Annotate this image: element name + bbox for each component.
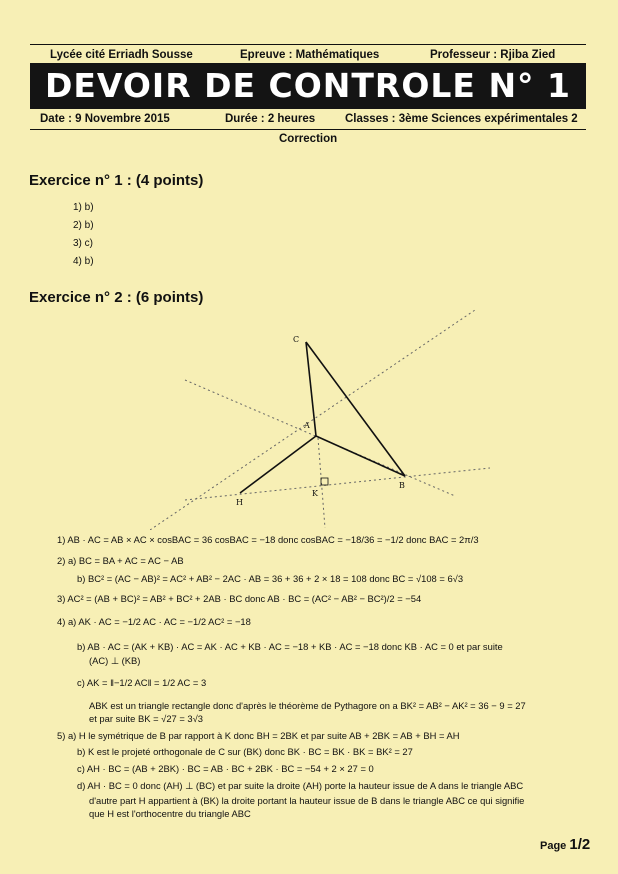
solution-line-14: d) AH · BC = 0 donc (AH) ⊥ (BC) et par suite la droite (AH) porte la hauteur issue de A dans le triangle ABC [77,780,524,791]
solution-line-1: 1) AB · AC = AB × AC × cosBAC = 36 cosBAC = −18 donc cosBAC = −18/36 = −1/2 donc BAC = 2π/3 [57,534,479,545]
solution-line-2: 2) a) BC = BA + AC = AC − AB [57,555,184,566]
solution-line-4: 3) AC² = (AB + BC)² = AB² + BC² + 2AB · BC donc AB · BC = (AC² − AB² − BC²)/2 = −54 [57,593,422,604]
label-B: B [399,481,405,490]
exam-subject: Epreuve : Mathématiques [240,49,380,61]
answer-1: 1) b) [73,202,94,213]
teacher-name: Professeur : Rjiba Zied [430,49,556,61]
exercise1-title: Exercice n° 1 : (4 points) [29,172,204,189]
answer-4: 4) b) [73,256,94,267]
page-number [540,836,590,853]
triangle-figure [150,300,490,530]
exam-duration: Durée : 2 heures [225,113,316,125]
solution-line-11: 5) a) H le symétrique de B par rapport à K donc BH = 2BK et par suite AB + 2BK = AB + BH = AH [57,730,460,741]
label-H: H [236,498,243,507]
solution-line-6: b) AB · AC = (AK + KB) · AC = AK · AC + KB · AC = −18 + KB · AC = −18 donc KB · AC = 0 et par suite [77,641,503,652]
solution-line-16: que H est l'orthocentre du triangle ABC [89,808,251,819]
exercise2-title: Exercice n° 2 : (6 points) [29,289,204,306]
solution-line-13: c) AH · BC = (AB + 2BK) · BC = AB · BC + 2BK · BC = −54 + 2 × 27 = 0 [77,763,374,774]
solution-line-8: c) AK = ‖−1/2 AC‖ = 1/2 AC = 3 [77,677,207,688]
exam-date: Date : 9 Novembre 2015 [40,113,170,125]
header-bottom-row [30,111,586,130]
page-num: 1/2 [569,836,591,853]
answer-2: 2) b) [73,220,94,231]
solution-line-3: b) BC² = (AC − AB)² = AC² + AB² − 2AC · AB = 36 + 36 + 2 × 18 = 108 donc BC = √108 = 6√3 [77,573,464,584]
solution-line-5: 4) a) AK · AC = −1/2 AC · AC = −1/2 AC² = −18 [57,616,251,627]
solution-line-10: et par suite BK = √27 = 3√3 [89,713,204,724]
label-C: C [293,335,300,344]
header-top-row [30,44,586,63]
school-name: Lycée cité Erriadh Sousse [50,49,193,61]
solution-line-7: (AC) ⊥ (KB) [89,655,141,666]
solution-line-9: ABK est un triangle rectangle donc d'après le théorème de Pythagore on a BK² = AB² − AK² = 36 − 9 = 27 [89,700,526,711]
correction-label: Correction [279,133,338,145]
answer-3: 3) c) [73,238,93,249]
solution-line-15: d'autre part H appartient à (BK) la droite portant la hauteur issue de B dans le triangle ABC ce qui signifie [89,795,525,806]
label-A: A [304,421,310,430]
page-label: Page [540,840,567,852]
class-name: Classes : 3ème Sciences expérimentales 2 [345,113,578,125]
label-K: K [312,489,318,498]
exam-title-banner: DEVOIR DE CONTROLE N° 1 [30,63,586,109]
solution-line-12: b) K est le projeté orthogonale de C sur (BK) donc BK · BC = BK · BK = BK² = 27 [77,746,413,757]
